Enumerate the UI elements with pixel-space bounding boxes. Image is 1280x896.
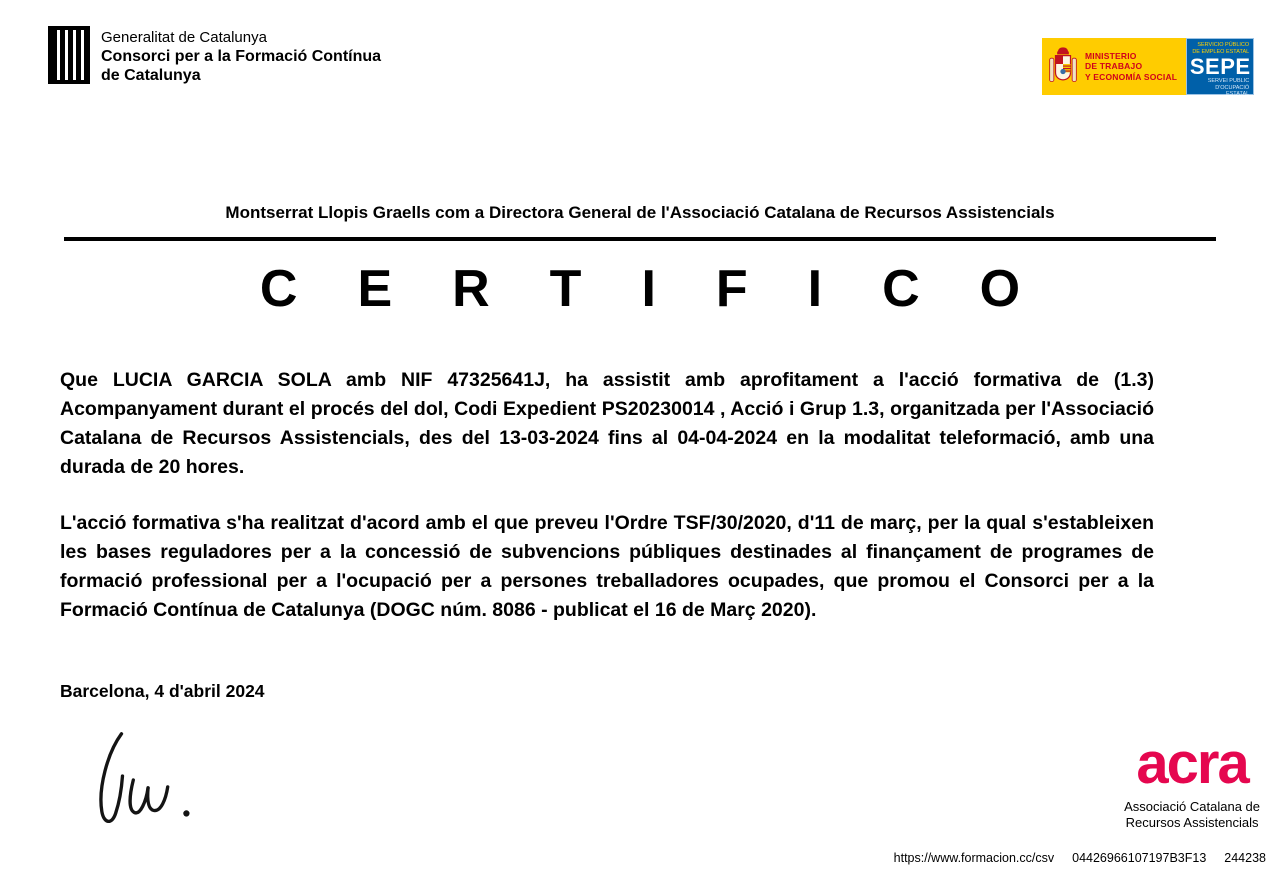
verification-footer (894, 851, 1266, 865)
sepe-logo-block (1186, 38, 1254, 95)
certifico-heading: CERTIFICO (259, 260, 1081, 318)
sepe-bottom-caption (1191, 78, 1249, 98)
spain-coat-of-arms-icon (1048, 43, 1078, 90)
acra-subtitle-line: Associació Catalana de (1124, 799, 1260, 814)
double-rule (64, 237, 1216, 241)
acra-subtitle (1124, 799, 1260, 831)
consorci-name-line2: de Catalunya (101, 67, 201, 84)
ministerio-name-line: MINISTERIO (1085, 50, 1137, 61)
certifier-statement: Montserrat Llopis Graells com a Directora General de l'Associació Catalana de Recursos Assistencials (225, 203, 1055, 222)
consorci-name-line1: Consorci per a la Formació Contínua (101, 48, 382, 65)
acra-logo: acra (1136, 731, 1248, 796)
acra-logo-block (1124, 731, 1260, 831)
certificate-paragraph-1: Que LUCIA GARCIA SOLA amb NIF 47325641J, ha assistit amb aprofitament a l'acció formativa de (1.3) Acompanyament durant el procés del dol, Codi Expedient PS20230014 , Acció i Grup 1.3, organitzada per l'Associació Catalana de Recursos Assistencials, des del 13-03-2024 fins al 04-04-2024 en la modalitat teleformació, amb una durada de 20 hores. (60, 369, 1154, 478)
ministerio-name-line: DE TRABAJO (1085, 61, 1143, 72)
verification-code: 04426966107197B3F13 (1072, 851, 1207, 865)
certificate-paragraph-2: L'acció formativa s'ha realitzat d'acord amb el que preveu l'Ordre TSF/30/2020, d'11 de març, per la qual s'estableixen les bases reguladores per a la concessió de subvencions públiques destinades al finançament de programes de formació professional per a l'ocupació per a persones treballadores ocupades, que promou el Consorci per a la Formació Contínua de Catalunya (DOGC núm. 8086 - publicat el 16 de Març 2020). (60, 512, 1154, 621)
ministerio-name (1085, 51, 1177, 83)
sepe-bottom-caption-line: D'OCUPACIÓ ESTATAL (1215, 84, 1250, 97)
ministerio-name-line: Y ECONOMÍA SOCIAL (1085, 71, 1178, 82)
handwritten-signature (92, 730, 210, 830)
generalitat-logo-block (48, 26, 381, 85)
verification-url: https://www.formacion.cc/csv (893, 851, 1055, 865)
verification-number: 244238 (1224, 851, 1266, 865)
generalitat-text (101, 26, 381, 85)
place-date-line: Barcelona, 4 d'abril 2024 (60, 681, 265, 701)
ministerio-yellow-panel (1042, 38, 1186, 95)
acra-subtitle-line: Recursos Assistencials (1125, 815, 1259, 830)
generalitat-senyera-icon (48, 26, 90, 84)
generalitat-name: Generalitat de Catalunya (101, 29, 267, 46)
sepe-logo-text: SEPE (1189, 54, 1251, 79)
sepe-top-caption-line: SERVICIO PÚBLICO (1197, 42, 1250, 48)
sepe-top-caption-line: DE EMPLEO ESTATAL (1192, 48, 1250, 55)
ministerio-logo-block (1042, 38, 1254, 95)
sepe-bottom-caption-line: SERVEI PUBLIC (1207, 78, 1250, 84)
